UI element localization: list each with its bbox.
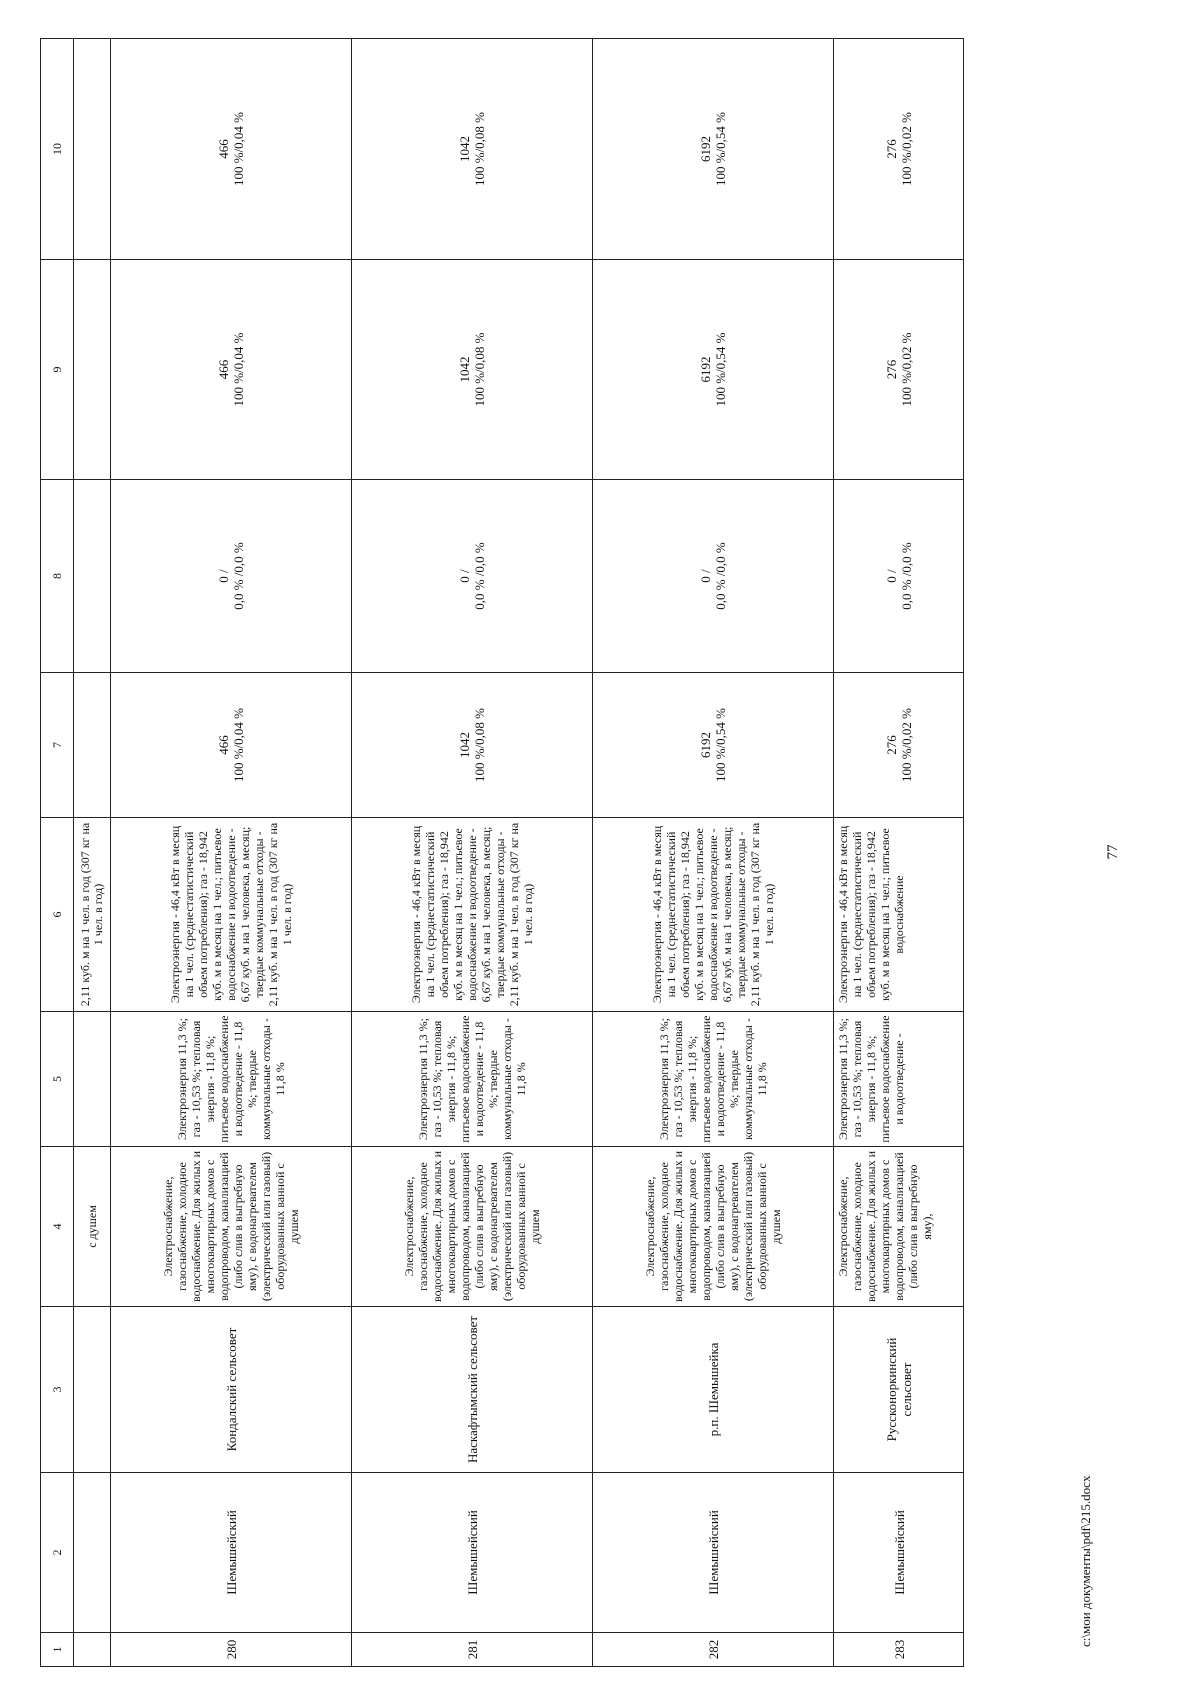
col10-percent: 100 %/0,54 % — [713, 111, 728, 187]
col9-percent: 100 %/0,02 % — [899, 332, 914, 407]
settlement-cell: р.п. Шемышейка — [593, 1307, 834, 1473]
col9-count: 466 — [216, 359, 231, 380]
col10-count: 1042 — [457, 136, 472, 162]
row-number: 280 — [111, 1633, 352, 1667]
col8-cell — [834, 480, 964, 673]
empty-cell — [74, 260, 111, 480]
col10-percent: 100 %/0,02 % — [899, 111, 914, 187]
shares-cell: Электроэнергия 11,3 %; газ - 10,53 %; тепловая энергия - 11,8 %; питьевое водоснабжение и водоотведение - 11,8 %; твердые коммунальные отходы - 11,8 % — [352, 1012, 593, 1147]
continuation-norms: 2,11 куб. м на 1 чел. в год (307 кг на 1 чел. в год) — [74, 818, 111, 1012]
table-row — [352, 39, 593, 1667]
col10-cell — [834, 39, 964, 260]
page-number: 77 — [1105, 844, 1121, 860]
col10-cell — [593, 39, 834, 260]
col10-count: 6192 — [698, 136, 713, 162]
col8-percent: 0,0 % /0,0 % — [231, 542, 246, 610]
col9-cell — [593, 260, 834, 480]
col8-percent: 0,0 % /0,0 % — [899, 542, 914, 610]
col7-cell — [834, 673, 964, 818]
col9-cell — [111, 260, 352, 480]
col8-cell — [593, 480, 834, 673]
services-cell: Электроснабжение, газоснабжение, холодное водоснабжение. Для жилых и многоквартирных домов с водопроводом, канализацией (либо слив в выгребную яму), с водонагревателем (электрический или газовый) оборудованных ванной с душем — [111, 1147, 352, 1307]
header-cell: 5 — [41, 1012, 74, 1147]
col10-count: 276 — [884, 139, 899, 159]
col7-count: 276 — [884, 735, 899, 755]
district-cell: Шемышейский — [352, 1473, 593, 1633]
col8-count: 0 / — [698, 569, 713, 583]
header-cell: 4 — [41, 1147, 74, 1307]
empty-cell — [74, 39, 111, 260]
col7-count: 1042 — [457, 732, 472, 758]
col9-cell — [352, 260, 593, 480]
table-row — [593, 39, 834, 1667]
tariff-table — [40, 38, 964, 1667]
header-cell: 10 — [41, 39, 74, 260]
district-cell: Шемышейский — [834, 1473, 964, 1633]
col7-percent: 100 %/0,08 % — [472, 707, 487, 783]
empty-cell — [74, 673, 111, 818]
col8-count: 0 / — [216, 569, 231, 583]
empty-cell — [74, 1473, 111, 1633]
norms-cell: Электроэнергия - 46,4 кВт в месяц на 1 чел. (среднестатистический объем потребления); газ - 18,942 куб. м в месяц на 1 чел.; питьевое водоснабжение и водоотведение - 6,67 куб. м на 1 человека, в месяц; твердые коммунальные отходы - 2,11 куб. м на 1 чел. в год (307 кг на 1 чел. в год) — [593, 818, 834, 1012]
norms-cell: Электроэнергия - 46,4 кВт в месяц на 1 чел. (среднестатистический объем потребления); газ - 18,942 куб. м в месяц на 1 чел.; питьевое водоснабжение — [834, 818, 964, 1012]
norms-cell: Электроэнергия - 46,4 кВт в месяц на 1 чел. (среднестатистический объем потребления); газ - 18,942 куб. м в месяц на 1 чел.; питьевое водоснабжение и водоотведение - 6,67 куб. м на 1 человека, в месяц; твердые коммунальные отходы - 2,11 куб. м на 1 чел. в год (307 кг на 1 чел. в год) — [352, 818, 593, 1012]
header-cell: 7 — [41, 673, 74, 818]
footer-file-path: c:\мои документы\pdf\215.docx — [1078, 1475, 1093, 1647]
col9-percent: 100 %/0,04 % — [231, 332, 246, 407]
table-row — [834, 39, 964, 1667]
col7-cell — [111, 673, 352, 818]
col8-cell — [111, 480, 352, 673]
col7-percent: 100 %/0,54 % — [713, 707, 728, 783]
shares-cell: Электроэнергия 11,3 %; газ - 10,53 %; тепловая энергия - 11,8 %; питьевое водоснабжение и водоотведение - 11,8 %; твердые коммунальные отходы - 11,8 % — [111, 1012, 352, 1147]
col9-count: 276 — [884, 359, 899, 380]
shares-cell: Электроэнергия 11,3 %; газ - 10,53 %; тепловая энергия - 11,8 %; питьевое водоснабжение и водоотведение - — [834, 1012, 964, 1147]
header-cell: 2 — [41, 1473, 74, 1633]
empty-cell — [74, 1012, 111, 1147]
norms-cell: Электроэнергия - 46,4 кВт в месяц на 1 чел. (среднестатистический объем потребления); газ - 18,942 куб. м в месяц на 1 чел.; питьевое водоснабжение и водоотведение - 6,67 куб. м на 1 человека, в месяц; твердые коммунальные отходы - 2,11 куб. м на 1 чел. в год (307 кг на 1 чел. в год) — [111, 818, 352, 1012]
col7-count: 466 — [216, 735, 231, 755]
header-cell: 9 — [41, 260, 74, 480]
col10-percent: 100 %/0,04 % — [231, 111, 246, 187]
col8-percent: 0,0 % /0,0 % — [472, 542, 487, 610]
row-number: 282 — [593, 1633, 834, 1667]
empty-cell — [74, 1307, 111, 1473]
header-cell: 3 — [41, 1307, 74, 1473]
empty-cell — [74, 1633, 111, 1667]
col7-count: 6192 — [698, 732, 713, 758]
col8-percent: 0,0 % /0,0 % — [713, 542, 728, 610]
col8-count: 0 / — [457, 569, 472, 583]
col10-cell — [111, 39, 352, 260]
col9-percent: 100 %/0,08 % — [472, 332, 487, 407]
col9-count: 6192 — [698, 356, 713, 383]
col9-count: 1042 — [457, 356, 472, 383]
services-cell: Электроснабжение, газоснабжение, холодное водоснабжение. Для жилых и многоквартирных домов с водопроводом, канализацией (либо слив в выгребную яму), с водонагревателем (электрический или газовый) оборудованных ванной с душем — [593, 1147, 834, 1307]
table-row — [111, 39, 352, 1667]
services-cell: Электроснабжение, газоснабжение, холодное водоснабжение. Для жилых и многоквартирных домов с водопроводом, канализацией (либо слив в выгребную яму), с водонагревателем (электрический или газовый) оборудованных ванной с душем — [352, 1147, 593, 1307]
col10-percent: 100 %/0,08 % — [472, 111, 487, 187]
col10-count: 466 — [216, 139, 231, 159]
col7-percent: 100 %/0,04 % — [231, 707, 246, 783]
col8-cell — [352, 480, 593, 673]
shares-cell: Электроэнергия 11,3 %; газ - 10,53 %; тепловая энергия - 11,8 %; питьевое водоснабжение и водоотведение - 11,8 %; твердые коммунальные отходы - 11,8 % — [593, 1012, 834, 1147]
col7-cell — [593, 673, 834, 818]
services-cell: Электроснабжение, газоснабжение, холодное водоснабжение. Для жилых и многоквартирных домов с водопроводом, канализацией (либо слив в выгребную яму), — [834, 1147, 964, 1307]
district-cell: Шемышейский — [111, 1473, 352, 1633]
col8-count: 0 / — [884, 569, 899, 583]
settlement-cell: Наскафтымский сельсовет — [352, 1307, 593, 1473]
col9-cell — [834, 260, 964, 480]
col10-cell — [352, 39, 593, 260]
continuation-services: с душем — [74, 1147, 111, 1307]
col9-percent: 100 %/0,54 % — [713, 332, 728, 407]
header-cell: 1 — [41, 1633, 74, 1667]
continuation-row — [74, 39, 111, 1667]
header-cell: 8 — [41, 480, 74, 673]
settlement-cell: Кондалский сельсовет — [111, 1307, 352, 1473]
row-number: 283 — [834, 1633, 964, 1667]
col7-cell — [352, 673, 593, 818]
col7-percent: 100 %/0,02 % — [899, 707, 914, 783]
header-row — [41, 39, 74, 1667]
empty-cell — [74, 480, 111, 673]
header-cell: 6 — [41, 818, 74, 1012]
settlement-cell: Руссконоркинский сельсовет — [834, 1307, 964, 1473]
row-number: 281 — [352, 1633, 593, 1667]
district-cell: Шемышейский — [593, 1473, 834, 1633]
